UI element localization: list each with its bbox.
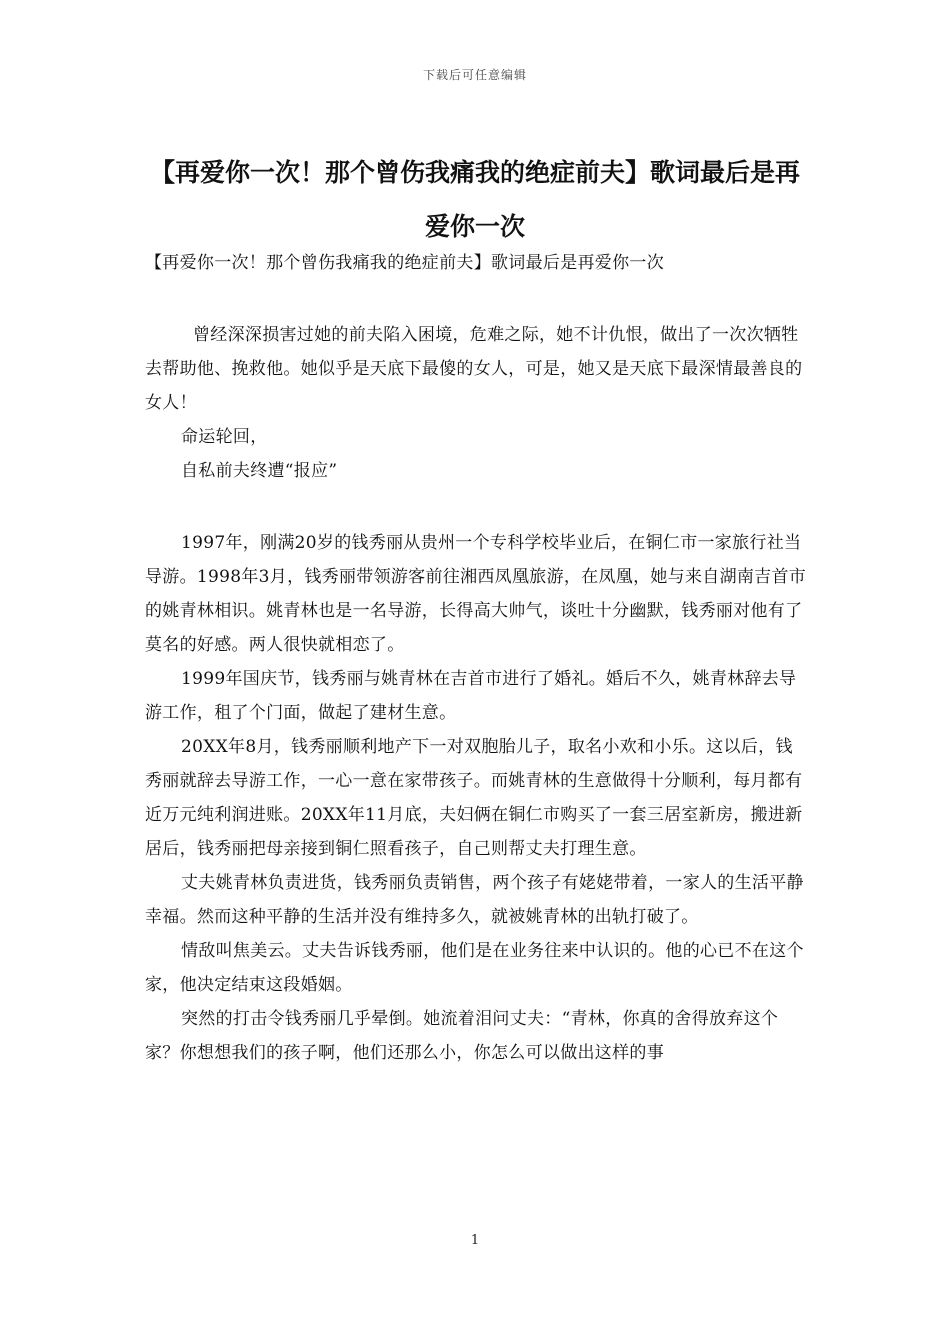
document-body: [145, 246, 810, 1070]
header-note: 下载后可任意编辑: [422, 68, 527, 82]
paragraph-heading-line-1: 命运轮回，: [181, 427, 268, 447]
paragraph: 情敌叫焦美云。丈夫告诉钱秀丽，他们是在业务往来中认识的。他的心已不在这个家，他决定结束这段婚姻。: [145, 941, 804, 995]
paragraph: 1999年国庆节，钱秀丽与姚青林在吉首市进行了婚礼。婚后不久，姚青林辞去导游工作，租了个门面，做起了建材生意。: [145, 669, 797, 723]
paragraph: 丈夫姚青林负责进货，钱秀丽负责销售，两个孩子有姥姥带着，一家人的生活平静幸福。然而这种平静的生活并没有维持多久，就被姚青林的出轨打破了。: [145, 873, 804, 927]
document-title: 【再爱你一次！那个曾伤我痛我的绝症前夫】歌词最后是再爱你一次: [149, 158, 800, 241]
page-number: 1: [470, 1233, 480, 1248]
paragraph-heading-line-2: 自私前夫终遭“报应”: [181, 461, 338, 481]
paragraph: 1997年，刚满20岁的钱秀丽从贵州一个专科学校毕业后，在铜仁市一家旅行社当导游。1998年3月，钱秀丽带领游客前往湘西凤凰旅游，在凤凰，她与来自湖南吉首市的姚青林相识。姚青林也是一名导游，长得高大帅气，谈吐十分幽默，钱秀丽对他有了莫名的好感。两人很快就相恋了。: [145, 533, 807, 655]
document-subtitle: 【再爱你一次！那个曾伤我痛我的绝症前夫】歌词最后是再爱你一次: [145, 253, 664, 273]
paragraph-intro: 曾经深深损害过她的前夫陷入困境，危难之际，她不计仇恨，做出了一次次牺牲去帮助他、挽救他。她似乎是天底下最傻的女人，可是，她又是天底下最深情最善良的女人！: [145, 325, 803, 413]
paragraph: 20XX年8月，钱秀丽顺利地产下一对双胞胎儿子，取名小欢和小乐。这以后，钱秀丽就辞去导游工作，一心一意在家带孩子。而姚青林的生意做得十分顺利，每月都有近万元纯利润进账。20XX年11月底，夫妇俩在铜仁市购买了一套三居室新房，搬进新居后，钱秀丽把母亲接到铜仁照看孩子，自己则帮丈夫打理生意。: [145, 737, 803, 859]
paragraph: 突然的打击令钱秀丽几乎晕倒。她流着泪问丈夫：“青林，你真的舍得放弃这个家？你想想我们的孩子啊，他们还那么小，你怎么可以做出这样的事: [145, 1009, 779, 1063]
